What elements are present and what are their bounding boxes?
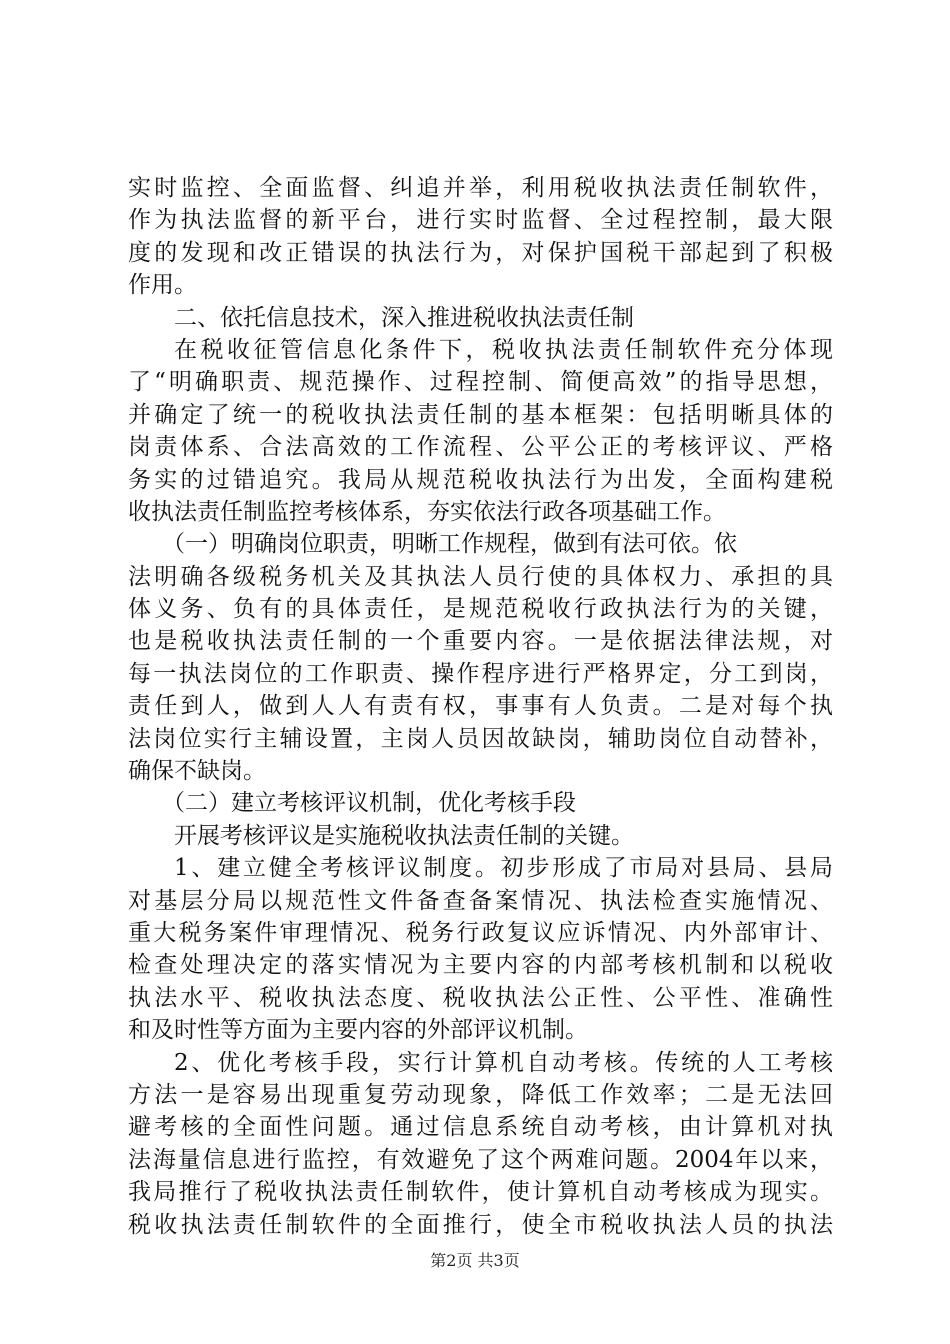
page-number-footer: 第2页 共3页	[430, 1251, 520, 1270]
text-line: 也是税收执法责任制的一个重要内容。一是依据法律法规，对	[128, 628, 833, 655]
text-line: 避考核的全面性问题。通过信息系统自动考核，由计算机对执	[128, 1114, 833, 1141]
text-line: 务实的过错追究。我局从规范税收执法行为出发，全面构建税	[128, 466, 833, 493]
text-line: 法岗位实行主辅设置，主岗人员因故缺岗，辅助岗位自动替补，	[128, 725, 833, 752]
text-line: 方法一是容易出现重复劳动现象，降低工作效率；二是无法回	[128, 1081, 833, 1108]
text-line: 开展考核评议是实施税收执法责任制的关键。	[174, 822, 634, 849]
text-line: 法海量信息进行监控，有效避免了这个两难问题。2004年以来，	[128, 1146, 833, 1173]
text-line: 和及时性等方面为主要内容的外部评议机制。	[128, 1017, 588, 1044]
text-line: 2、优化考核手段，实行计算机自动考核。传统的人工考核	[174, 1049, 833, 1076]
text-line: 对基层分局以规范性文件备查备案情况、执法检查实施情况、	[128, 887, 833, 914]
text-line: 执法水平、税收执法态度、税收执法公正性、公平性、准确性	[128, 984, 833, 1011]
text-line: 度的发现和改正错误的执法行为，对保护国税干部起到了积极	[128, 239, 833, 266]
subsection-heading: （二）建立考核评议机制，优化考核手段	[162, 790, 576, 817]
section-heading: 二、依托信息技术，深入推进税收执法责任制	[174, 304, 634, 331]
text-line: 作为执法监督的新平台，进行实时监督、全过程控制，最大限	[128, 207, 833, 234]
text-line: 体义务、负有的具体责任，是规范税收行政执法行为的关键，	[128, 596, 833, 623]
text-line: 并确定了统一的税收执法责任制的基本框架：包括明晰具体的	[128, 401, 833, 428]
text-line: 每一执法岗位的工作职责、操作程序进行严格界定，分工到岗，	[128, 660, 833, 687]
text-line: 责任到人，做到人人有责有权，事事有人负责。二是对每个执	[128, 693, 833, 720]
text-line: 实时监控、全面监督、纠追并举，利用税收执法责任制软件，	[128, 175, 833, 201]
text-line: 法明确各级税务机关及其执法人员行使的具体权力、承担的具	[128, 563, 833, 590]
text-line: 重大税务案件审理情况、税务行政复议应诉情况、内外部审计、	[128, 919, 833, 946]
document-body	[128, 172, 833, 1241]
text-line: 检查处理决定的落实情况为主要内容的内部考核机制和以税收	[128, 952, 833, 979]
text-line: 作用。	[128, 272, 197, 299]
text-line: 我局推行了税收执法责任制软件，使计算机自动考核成为现实。	[128, 1179, 833, 1206]
text-line: 确保不缺岗。	[128, 758, 266, 785]
text-line: 岗责体系、合法高效的工作流程、公平公正的考核评议、严格	[128, 434, 833, 461]
subsection-heading: （一）明确岗位职责，明晰工作规程，做到有法可依。依	[162, 531, 737, 558]
text-line: 税收执法责任制软件的全面推行，使全市税收执法人员的执法	[128, 1211, 833, 1238]
text-line: 了“明确职责、规范操作、过程控制、简便高效”的指导思想，	[128, 369, 833, 396]
text-line: 1、建立健全考核评议制度。初步形成了市局对县局、县局	[174, 855, 833, 882]
text-line: 收执法责任制监控考核体系，夯实依法行政各项基础工作。	[128, 498, 726, 525]
text-line: 在税收征管信息化条件下，税收执法责任制软件充分体现	[174, 336, 833, 363]
